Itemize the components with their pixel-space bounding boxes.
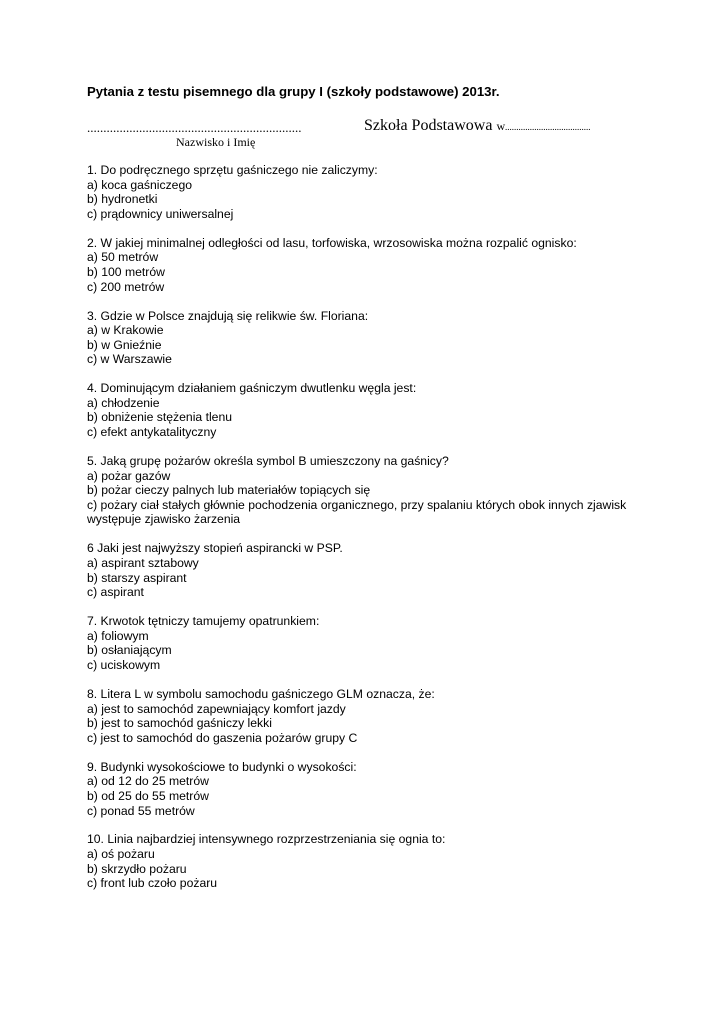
name-label: Nazwisko i Imię (176, 135, 256, 149)
answer-b: b) osłaniającym (87, 643, 172, 658)
school-fill-line: ...................................... (505, 122, 591, 132)
question-text: 8. Litera L w symbolu samochodu gaśniczego GLM oznacza, że: (87, 686, 435, 701)
answer-a: a) w Krakowie (87, 323, 164, 338)
school-label (364, 117, 505, 135)
question-text: 4. Dominującym działaniem gaśniczym dwutlenku węgla jest: (87, 381, 417, 396)
answer-a: a) 50 metrów (87, 250, 159, 265)
answer-c: c) efekt antykatalityczny (87, 425, 217, 440)
answer-b: b) hydronetki (87, 192, 158, 207)
question-text: 10. Linia najbardziej intensywnego rozprzestrzeniania się ognia to: (87, 832, 446, 847)
question-text: 9. Budynki wysokościowe to budynki o wysokości: (87, 759, 357, 774)
answer-a: a) chłodzenie (87, 395, 160, 410)
question-1 (87, 163, 687, 221)
question-text: 5. Jaką grupę pożarów określa symbol B umieszczony na gaśnicy? (87, 454, 449, 469)
question-8 (87, 687, 687, 745)
answer-a: a) koca gaśniczego (87, 177, 193, 192)
question-text: 7. Krwotok tętniczy tamujemy opatrunkiem: (87, 614, 320, 629)
question-2 (87, 236, 687, 294)
question-list (87, 163, 687, 905)
answer-c: c) jest to samochód do gaszenia pożarów grupy C (87, 730, 358, 745)
answer-b: b) starszy aspirant (87, 570, 187, 585)
answer-a: a) od 12 do 25 metrów (87, 774, 209, 789)
answer-a: a) aspirant sztabowy (87, 556, 199, 571)
question-4 (87, 381, 687, 439)
question-10 (87, 832, 687, 890)
question-text: 1. Do podręcznego sprzętu gaśniczego nie zaliczymy: (87, 163, 378, 177)
header-fields (87, 117, 647, 151)
answer-b: b) jest to samochód gaśniczy lekki (87, 716, 272, 731)
answer-b: b) od 25 do 55 metrów (87, 788, 209, 803)
answer-c: c) prądownicy uniwersalnej (87, 206, 234, 221)
answer-a: a) oś pożaru (87, 847, 155, 862)
answer-a: a) pożar gazów (87, 468, 171, 483)
school-label-text: Szkoła Podstawowa (364, 117, 493, 134)
question-text: 3. Gdzie w Polsce znajdują się relikwie św. Floriana: (87, 308, 369, 323)
answer-a: a) jest to samochód zapewniający komfort jazdy (87, 701, 346, 716)
question-6 (87, 541, 687, 599)
question-9 (87, 760, 687, 818)
answer-b: b) w Gnieźnie (87, 337, 162, 352)
answer-b: b) obniżenie stężenia tlenu (87, 410, 232, 425)
question-7 (87, 614, 687, 672)
answer-a: a) foliowym (87, 628, 149, 643)
question-text: 6 Jaki jest najwyższy stopień aspirancki w PSP. (87, 541, 343, 556)
school-w-text: w (496, 119, 506, 133)
answer-c: c) 200 metrów (87, 279, 165, 294)
answer-b: b) skrzydło pożaru (87, 861, 187, 876)
answer-b: b) pożar cieczy palnych lub materiałów topiących się (87, 483, 371, 498)
name-fill-line: .................................................................. (87, 120, 302, 135)
document-title: Pytania z testu pisemnego dla grupy I (szkoły podstawowe) 2013r. (87, 84, 500, 99)
answer-c: c) ponad 55 metrów (87, 803, 195, 818)
answer-c: c) front lub czoło pożaru (87, 876, 218, 891)
answer-c: c) pożary ciał stałych głównie pochodzenia organicznego, przy spalaniu których obok innych zjawisk występuje zjawisko żarzenia (87, 497, 627, 527)
answer-b: b) 100 metrów (87, 264, 165, 279)
question-3 (87, 309, 687, 367)
answer-c: c) uciskowym (87, 657, 161, 672)
question-text: 2. W jakiej minimalnej odległości od lasu, torfowiska, wrzosowiska można rozpalić ognisko: (87, 235, 577, 250)
answer-c: c) w Warszawie (87, 352, 172, 367)
answer-c: c) aspirant (87, 585, 144, 600)
question-5 (87, 454, 687, 527)
